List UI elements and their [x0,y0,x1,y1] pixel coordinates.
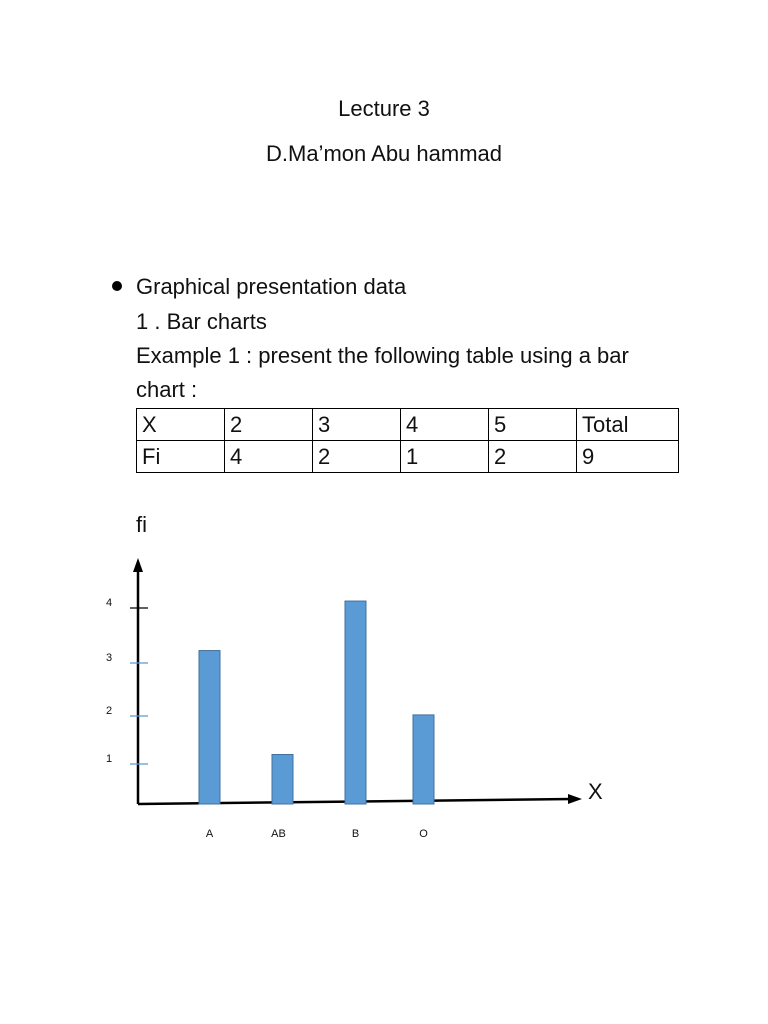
bar [272,755,293,805]
bar [413,715,434,804]
y-tick-label: 2 [106,705,113,717]
x-tick-label: O [419,828,428,840]
table-cell: 4 [401,409,489,441]
subheading: 1 . Bar charts [136,309,267,334]
table-cell: 5 [489,409,577,441]
table-cell: Fi [137,441,225,473]
bullet-text: Graphical presentation data [136,274,407,299]
table-cell: 4 [225,441,313,473]
bar [345,601,366,804]
bar [199,651,220,804]
table-cell: 1 [401,441,489,473]
author-name: D.Ma’mon Abu hammad [266,141,502,166]
x-tick-label: B [351,828,360,840]
y-tick-label: 4 [106,597,113,609]
y-tick-label: 1 [106,753,113,765]
y-axis-label: fi [136,512,147,537]
table-cell: 2 [313,441,401,473]
x-axis-label: X [588,779,603,804]
table-row [137,409,679,441]
bar-chart [0,500,768,860]
table-cell: Total [577,409,679,441]
table-cell: 9 [577,441,679,473]
lecture-title: Lecture 3 [338,96,430,121]
x-tick-label: A [205,828,214,840]
y-axis-arrow-icon [133,558,143,572]
frequency-table [136,408,679,473]
example-line-2: chart : [136,377,198,402]
table-cell: 3 [313,409,401,441]
example-line-1: Example 1 : present the following table using a bar [136,343,629,368]
table-row [137,441,679,473]
table-cell: X [137,409,225,441]
table-cell: 2 [489,441,577,473]
bullet-dot-icon [112,281,122,291]
table-cell: 2 [225,409,313,441]
x-axis-arrow-icon [568,794,582,804]
x-tick-label: AB [271,828,286,840]
y-tick-label: 3 [106,652,113,664]
